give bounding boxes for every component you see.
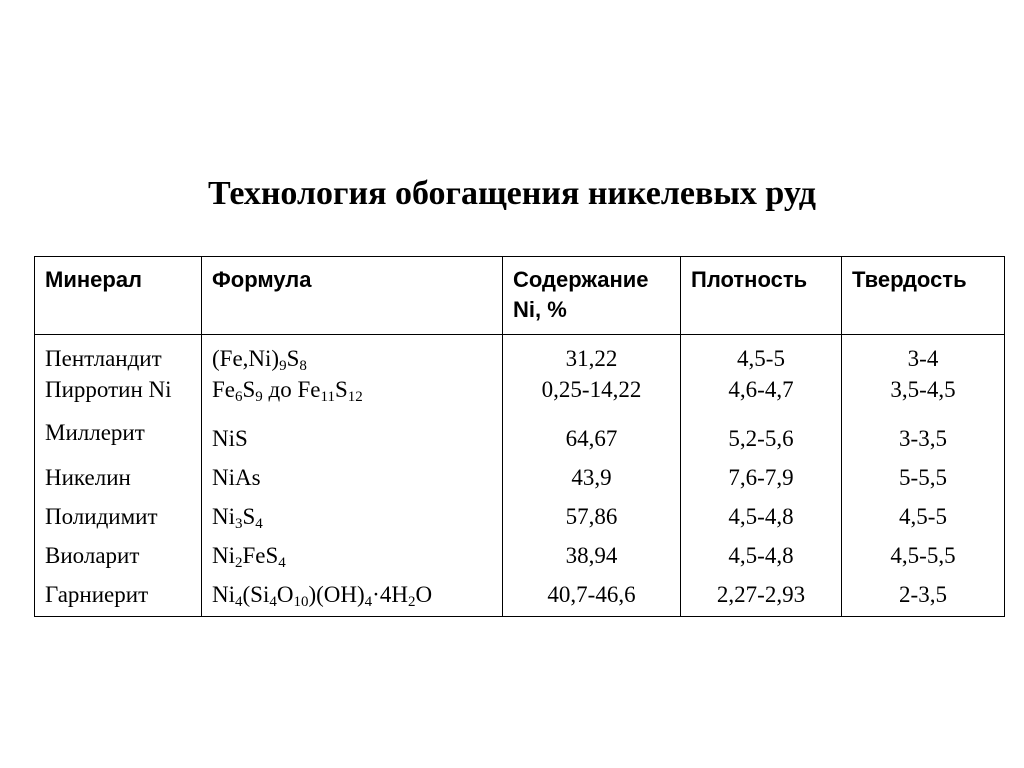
mineral-name: Миллерит xyxy=(35,417,202,454)
table-row xyxy=(35,532,1005,571)
header-ni-content-line2: Ni, % xyxy=(513,297,567,322)
formula-subscript: 3 xyxy=(235,516,243,532)
ni-content-value: 31,22 xyxy=(503,335,681,375)
ni-content-value: 0,25-14,22 xyxy=(503,374,681,417)
table-row xyxy=(35,335,1005,375)
formula-subscript: 2 xyxy=(407,594,416,610)
ni-content-value: 57,86 xyxy=(503,493,681,532)
table-row xyxy=(35,454,1005,493)
mineral-name: Полидимит xyxy=(35,493,202,532)
formula-subscript: 8 xyxy=(299,358,307,374)
mineral-formula: $Ni_3S_4$ xyxy=(202,493,503,532)
hardness-value: 2-3,5 xyxy=(842,571,1005,617)
density-value: 2,27-2,93 xyxy=(681,571,842,617)
header-density: Плотность xyxy=(681,257,842,335)
table-header-row xyxy=(35,257,1005,335)
formula-subscript: 6 xyxy=(235,389,243,405)
mineral-formula: $Ni_2FeS_4$ xyxy=(202,532,503,571)
hardness-value: 4,5-5 xyxy=(842,493,1005,532)
ni-content-value: 43,9 xyxy=(503,454,681,493)
table-row xyxy=(35,417,1005,454)
mineral-name: Пирротин Ni xyxy=(35,374,202,417)
table-row xyxy=(35,374,1005,417)
hardness-value: 3-4 xyxy=(842,335,1005,375)
formula-subscript: 4 xyxy=(255,516,263,532)
mineral-name: Виоларит xyxy=(35,532,202,571)
hardness-value: 4,5-5,5 xyxy=(842,532,1005,571)
formula-subscript: 11 xyxy=(320,389,335,405)
density-value: 4,5-5 xyxy=(681,335,842,375)
hardness-value: 5-5,5 xyxy=(842,454,1005,493)
formula-subscript: 4 xyxy=(269,594,277,610)
table-row xyxy=(35,493,1005,532)
mineral-formula: NiAs xyxy=(202,454,503,493)
density-value: 4,6-4,7 xyxy=(681,374,842,417)
mineral-name: Гарниерит xyxy=(35,571,202,617)
mineral-formula: $Fe_6S_9$ до $Fe_{11}S_{12}$ xyxy=(202,374,503,417)
formula-subscript: 9 xyxy=(279,358,287,374)
hardness-value: 3,5-4,5 xyxy=(842,374,1005,417)
density-value: 7,6-7,9 xyxy=(681,454,842,493)
ni-content-value: 40,7-46,6 xyxy=(503,571,681,617)
mineral-name: Пентландит xyxy=(35,335,202,375)
slide-title: Технология обогащения никелевых руд xyxy=(208,175,816,212)
mineral-formula: $Ni_4(Si_4O_{10})(OH)_4\cdot 4H_2O$ xyxy=(202,571,503,617)
header-ni-content xyxy=(503,257,681,335)
formula-subscript: 9 xyxy=(255,389,263,405)
mineral-formula: $(Fe,Ni)_9S_8$ xyxy=(202,335,503,375)
formula-subscript: 4 xyxy=(278,555,286,571)
formula-subscript: 10 xyxy=(293,594,309,610)
density-value: 4,5-4,8 xyxy=(681,532,842,571)
header-formula: Формула xyxy=(202,257,503,335)
formula-subscript: 4 xyxy=(364,594,373,610)
density-value: 5,2-5,6 xyxy=(681,417,842,454)
formula-subscript: 2 xyxy=(235,555,243,571)
minerals-table xyxy=(34,256,1005,617)
header-ni-content-line1: Содержание xyxy=(513,267,649,292)
ni-content-value: 38,94 xyxy=(503,532,681,571)
formula-subscript: 4 xyxy=(235,594,243,610)
mineral-name: Никелин xyxy=(35,454,202,493)
mineral-formula: NiS xyxy=(202,417,503,454)
header-mineral: Минерал xyxy=(35,257,202,335)
formula-subscript: 12 xyxy=(347,389,363,405)
table-row xyxy=(35,571,1005,617)
hardness-value: 3-3,5 xyxy=(842,417,1005,454)
header-hardness: Твердость xyxy=(842,257,1005,335)
ni-content-value: 64,67 xyxy=(503,417,681,454)
density-value: 4,5-4,8 xyxy=(681,493,842,532)
